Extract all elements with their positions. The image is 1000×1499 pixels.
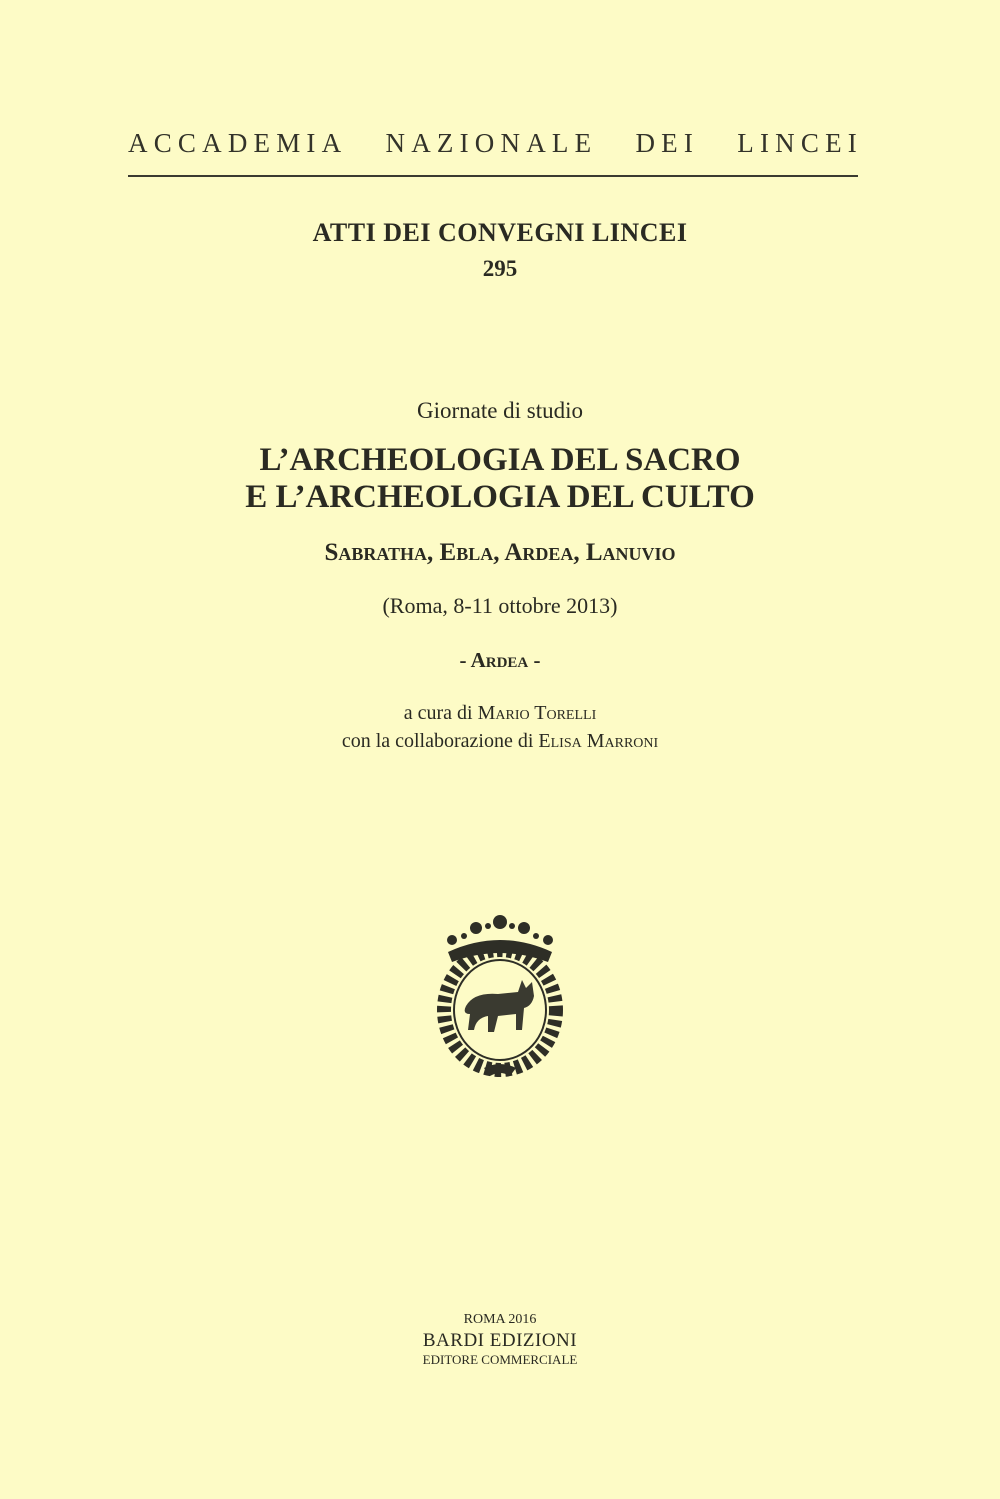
title-line-2: E L’ARCHEOLOGIA DEL CULTO xyxy=(245,479,755,515)
publisher: BARDI EDIZIONI xyxy=(422,1330,578,1351)
series-title: ATTI DEI CONVEGNI LINCEI xyxy=(312,218,688,247)
lynx-crest-emblem-icon xyxy=(418,910,582,1080)
subtitle: Sabratha, Ebla, Ardea, Lanuvio xyxy=(324,539,676,566)
editor-prefix: a cura di xyxy=(403,702,478,724)
series-number: 295 xyxy=(482,256,518,281)
kicker: Giornate di studio xyxy=(416,398,584,423)
collaborator-line xyxy=(0,730,1000,753)
academy-word: ACCADEMIA xyxy=(128,128,348,158)
academy-word: NAZIONALE xyxy=(385,128,598,158)
publisher-subtitle: EDITORE COMMERCIALE xyxy=(422,1352,578,1367)
volume-section: - Ardea - xyxy=(459,648,541,672)
academy-word: DEI xyxy=(635,128,700,158)
academy-name xyxy=(128,128,863,159)
editor-name: Mario Torelli xyxy=(477,702,597,724)
academy-word: LINCEI xyxy=(737,128,863,158)
place-year: ROMA 2016 xyxy=(463,1312,537,1327)
collab-name: Elisa Marroni xyxy=(538,730,659,752)
collab-prefix: con la collaborazione di xyxy=(341,730,539,752)
title-line-1: L’ARCHEOLOGIA DEL SACRO xyxy=(259,442,741,478)
editor-line xyxy=(0,702,1000,725)
header-divider xyxy=(128,175,858,177)
conference-dates: (Roma, 8-11 ottobre 2013) xyxy=(382,593,618,618)
